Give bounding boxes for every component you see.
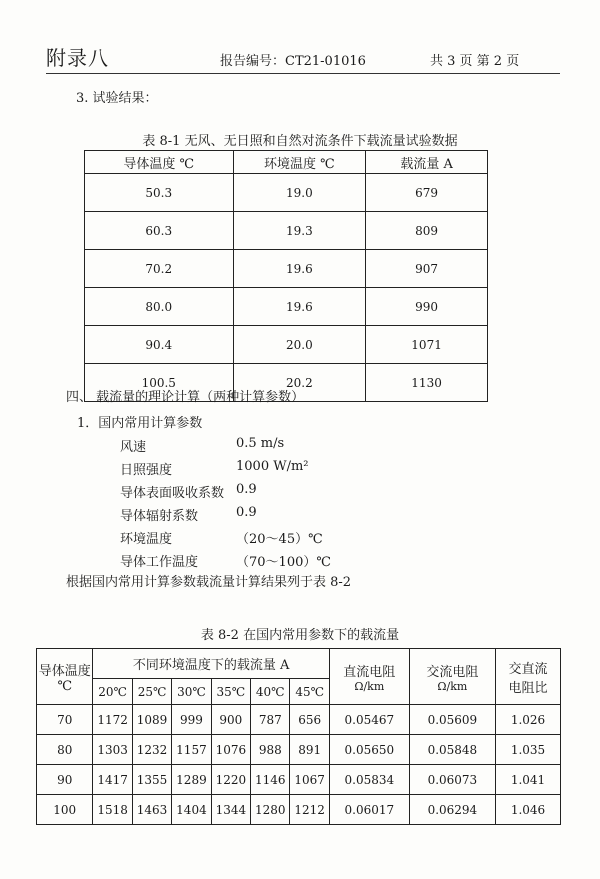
- table-cell: 1404: [172, 795, 211, 825]
- table-cell: 20.0: [233, 326, 366, 364]
- table2-header-row-1: [37, 649, 561, 679]
- param-name: 导体辐射系数: [120, 509, 199, 524]
- ambient-temp-header: 30℃: [172, 679, 211, 705]
- table-row: [37, 765, 561, 795]
- param-value: 0.9: [236, 482, 257, 497]
- table-cell: 1212: [290, 795, 329, 825]
- table-row: [37, 735, 561, 765]
- table2-header-ratio-title-2: 电阻比: [508, 680, 548, 696]
- param-name: 导体工作温度: [120, 555, 199, 570]
- section-3-heading: 3. 试验结果：: [76, 91, 158, 106]
- param-name: 导体表面吸收系数: [120, 486, 225, 501]
- table-cell: 1280: [251, 795, 290, 825]
- param-value: 0.9: [236, 505, 257, 520]
- table-row: [85, 174, 488, 212]
- table2-header-conductor-title: 导体温度: [38, 663, 91, 679]
- table-cell: 1157: [172, 735, 211, 765]
- table-cell: 1071: [366, 326, 488, 364]
- table-cell: 809: [366, 212, 488, 250]
- table-cell: 1130: [366, 364, 488, 402]
- table2-header-ac-resistance: [409, 649, 495, 705]
- ambient-temp-header: 35℃: [211, 679, 250, 705]
- table-cell: 90.4: [85, 326, 234, 364]
- table-cell: 100.5: [85, 364, 234, 402]
- appendix-label: 附录八: [46, 46, 109, 70]
- table-cell: 1172: [93, 705, 132, 735]
- table-row: [37, 795, 561, 825]
- table2: [36, 648, 561, 825]
- table-cell: 1303: [93, 735, 132, 765]
- table-cell: 1344: [211, 795, 250, 825]
- ambient-temp-header: 40℃: [251, 679, 290, 705]
- table-cell: 19.3: [233, 212, 366, 250]
- table-cell: 999: [172, 705, 211, 735]
- table-cell: 1518: [93, 795, 132, 825]
- table-cell: 1417: [93, 765, 132, 795]
- table2-header-conductor: [37, 649, 93, 705]
- table-cell: 1463: [132, 795, 171, 825]
- header-rule: [46, 73, 560, 74]
- table-cell: 787: [251, 705, 290, 735]
- table-cell: 1.035: [496, 735, 561, 765]
- ambient-temp-header: 25℃: [132, 679, 171, 705]
- table-cell: 1.046: [496, 795, 561, 825]
- table2-header-dc-unit: Ω/km: [354, 679, 385, 693]
- table-cell: 1089: [132, 705, 171, 735]
- ambient-temp-header: 45℃: [290, 679, 329, 705]
- table-cell: 20.2: [233, 364, 366, 402]
- table-cell: 1.026: [496, 705, 561, 735]
- table-cell: 19.6: [233, 250, 366, 288]
- table2-header-ac-title: 交流电阻: [426, 664, 479, 680]
- table2-header-dc-title: 直流电阻: [343, 664, 396, 680]
- section-4-heading: 四、 载流量的理论计算（两种计算参数）: [66, 390, 305, 405]
- param-name: 日照强度: [120, 463, 173, 478]
- page-info: 共 3 页 第 2 页: [430, 54, 520, 69]
- param-name: 风速: [120, 440, 147, 455]
- table-cell: 988: [251, 735, 290, 765]
- table-row: [85, 212, 488, 250]
- table-cell: 891: [290, 735, 329, 765]
- table2-header-ratio: [496, 649, 561, 705]
- table-cell: 70.2: [85, 250, 234, 288]
- table2-header-dc-resistance: [329, 649, 409, 705]
- param-name: 环境温度: [120, 532, 173, 547]
- ambient-temp-header: 20℃: [93, 679, 132, 705]
- table-cell: 19.0: [233, 174, 366, 212]
- table-cell: 1.041: [496, 765, 561, 795]
- table-cell: 1220: [211, 765, 250, 795]
- report-number: 报告编号：CT21-01016: [220, 54, 366, 69]
- table-cell: 656: [290, 705, 329, 735]
- table-cell: 0.06017: [329, 795, 409, 825]
- table2-header-ampacity: 不同环境温度下的载流量 A: [93, 649, 329, 679]
- table-row: [85, 326, 488, 364]
- table-cell: 990: [366, 288, 488, 326]
- table-cell: 1232: [132, 735, 171, 765]
- table-cell: 0.05609: [409, 705, 495, 735]
- table-cell: 50.3: [85, 174, 234, 212]
- table-cell: 0.05650: [329, 735, 409, 765]
- table-row: [37, 705, 561, 735]
- table-cell: 80.0: [85, 288, 234, 326]
- table2-caption: 表 8-2 在国内常用参数下的载流量: [200, 628, 400, 643]
- table-cell: 679: [366, 174, 488, 212]
- table-cell: 80: [37, 735, 93, 765]
- table1-caption: 表 8-1 无风、无日照和自然对流条件下载流量试验数据: [142, 134, 458, 149]
- subsection-1-heading: 1．国内常用计算参数: [77, 416, 203, 431]
- table2-header-ac-unit: Ω/km: [437, 679, 468, 693]
- table1-header-row: [85, 151, 488, 174]
- table-cell: 1289: [172, 765, 211, 795]
- param-value: 0.5 m/s: [236, 436, 285, 451]
- table-cell: 0.06294: [409, 795, 495, 825]
- table-cell: 90: [37, 765, 93, 795]
- table-cell: 1146: [251, 765, 290, 795]
- table-cell: 0.05834: [329, 765, 409, 795]
- table-cell: 1067: [290, 765, 329, 795]
- table-cell: 1355: [132, 765, 171, 795]
- table-cell: 0.06073: [409, 765, 495, 795]
- table2-header-ratio-title-1: 交直流: [508, 661, 548, 677]
- table1-header-ambient: 环境温度 ℃: [233, 151, 366, 174]
- table2-note: 根据国内常用计算参数载流量计算结果列于表 8-2: [66, 575, 352, 590]
- table2-header-conductor-unit: ℃: [57, 678, 72, 694]
- param-value: 1000 W/m²: [236, 459, 309, 474]
- table-cell: 70: [37, 705, 93, 735]
- table-cell: 19.6: [233, 288, 366, 326]
- table-cell: 900: [211, 705, 250, 735]
- table-cell: 100: [37, 795, 93, 825]
- table1: [84, 150, 488, 402]
- param-value: （20～45）℃: [236, 532, 323, 547]
- param-value: （70～100）℃: [236, 555, 331, 570]
- table-cell: 907: [366, 250, 488, 288]
- table-cell: 60.3: [85, 212, 234, 250]
- table1-header-conductor: 导体温度 ℃: [85, 151, 234, 174]
- table-cell: 0.05848: [409, 735, 495, 765]
- table-row: [85, 288, 488, 326]
- table1-header-ampacity: 载流量 A: [366, 151, 488, 174]
- table-row: [85, 250, 488, 288]
- table-cell: 1076: [211, 735, 250, 765]
- table-cell: 0.05467: [329, 705, 409, 735]
